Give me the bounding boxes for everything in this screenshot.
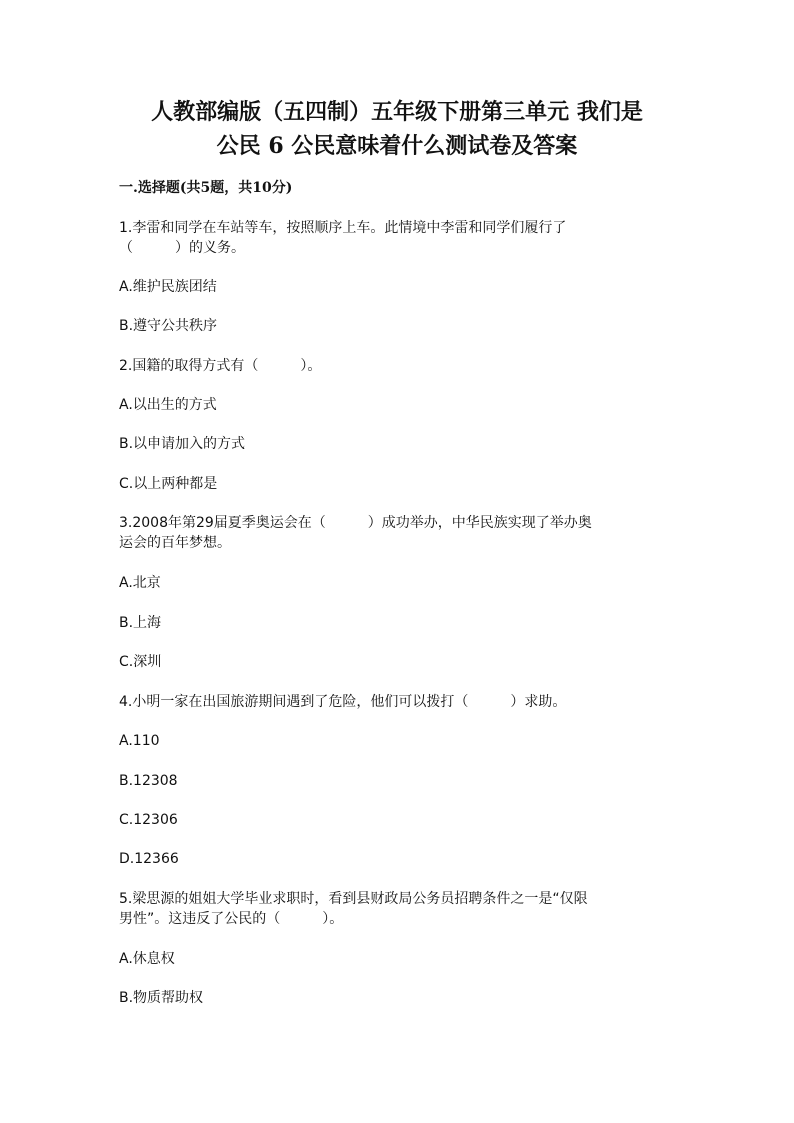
question-1-line-1: 1.李雷和同学在车站等车，按照顺序上车。此情境中李雷和同学们履行了 [119, 220, 567, 236]
question-2-option-b: B.以申请加入的方式 [119, 436, 246, 452]
question-3-line-1: 3.2008年第29届夏季奥运会在（ ）成功举办，中华民族实现了举办奥 [119, 515, 592, 531]
question-2-line-1: 2.国籍的取得方式有（ ）。 [119, 358, 322, 374]
question-5-option-b: B.物质帮助权 [119, 990, 204, 1006]
question-4-option-d: D.12366 [119, 851, 179, 867]
question-3-line-2: 运会的百年梦想。 [119, 535, 231, 551]
question-2 [119, 356, 679, 376]
question-5-option-a: A.休息权 [119, 951, 175, 967]
question-4-option-a: A.110 [119, 733, 160, 749]
question-2-option-c: C.以上两种都是 [119, 476, 218, 492]
question-3-option-b: B.上海 [119, 615, 162, 631]
question-4-option-c: C.12306 [119, 812, 178, 828]
question-2-option-a: A.以出生的方式 [119, 397, 217, 413]
question-3-option-c: C.深圳 [119, 654, 162, 670]
question-4-line-1: 4.小明一家在出国旅游期间遇到了危险，他们可以拨打（ ）求助。 [119, 694, 567, 710]
question-5-line-2: 男性”。这违反了公民的（ ）。 [119, 911, 344, 927]
question-3-option-a: A.北京 [119, 575, 161, 591]
question-1 [119, 218, 679, 258]
document-title-line-1: 人教部编版（五四制）五年级下册第三单元 我们是 [151, 99, 643, 125]
question-5-line-1: 5.梁思源的姐姐大学毕业求职时，看到县财政局公务员招聘条件之一是“仅限 [119, 891, 588, 907]
document-title-line-2: 公民 6 公民意味着什么测试卷及答案 [216, 133, 578, 159]
question-1-option-a: A.维护民族团结 [119, 279, 217, 295]
question-1-option-b: B.遵守公共秩序 [119, 318, 218, 334]
section-heading: 一.选择题(共5题，共10分) [119, 180, 293, 196]
question-4 [119, 692, 679, 712]
question-4-option-b: B.12308 [119, 773, 178, 789]
question-3 [119, 513, 679, 553]
question-5 [119, 889, 679, 929]
question-1-line-2: （ ）的义务。 [119, 240, 245, 256]
